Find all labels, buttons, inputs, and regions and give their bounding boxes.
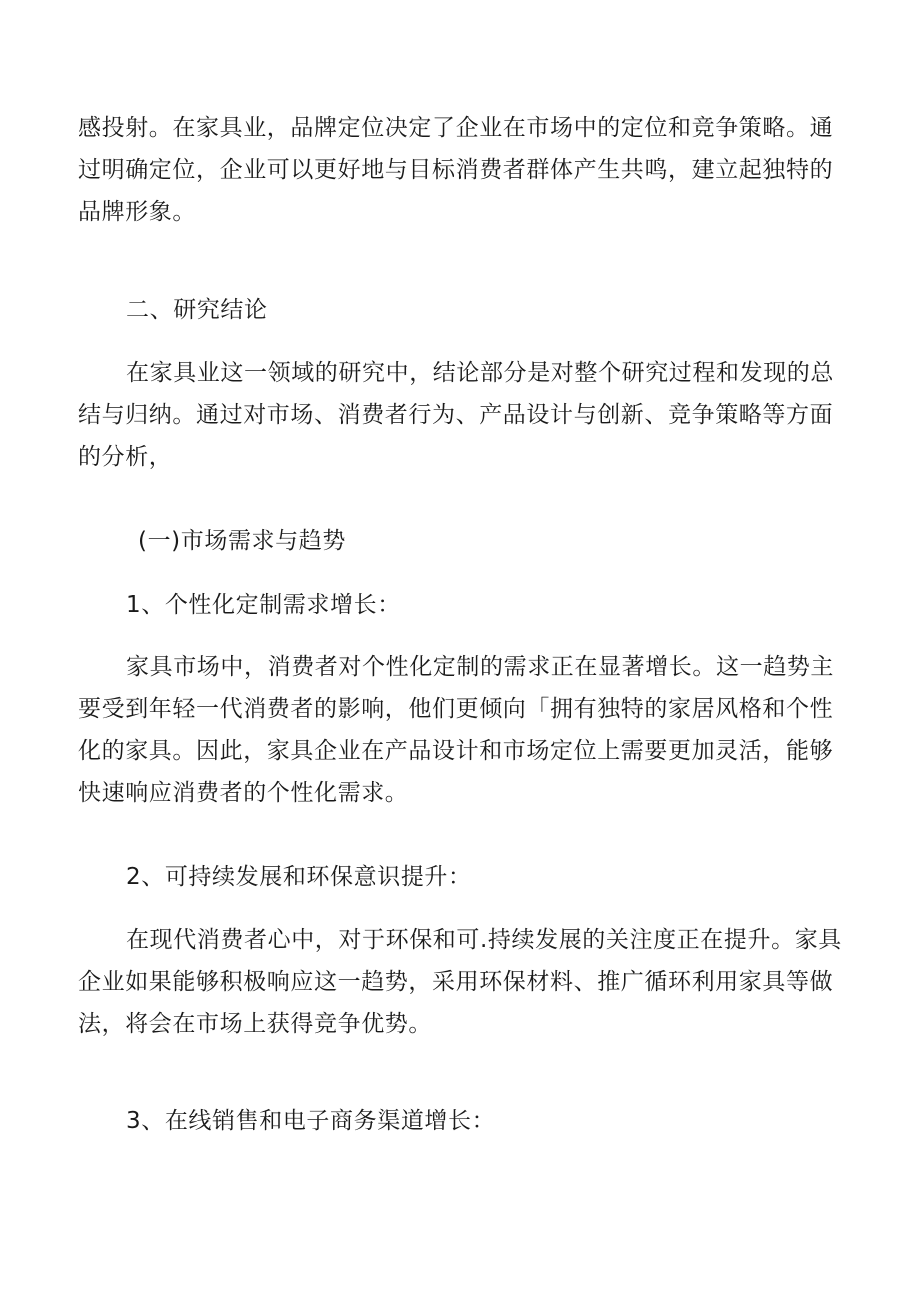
subsection-heading-market-demand: (一)市场需求与趋势	[138, 528, 346, 554]
item-heading-customization: 1、个性化定制需求增长：	[126, 592, 401, 618]
paragraph-sustainability: 在现代消费者心中，对于环保和可.持续发展的关注度正在提升。家具企业如果能够积极响应这一趋势，采用环保材料、推广循环利用家具等做法，将会在市场上获得竞争优势。	[78, 927, 842, 1037]
item-heading-sustainability: 2、可持续发展和环保意识提升：	[126, 864, 472, 890]
paragraph-brand-positioning: 感投射。在家具业，品牌定位决定了企业在市场中的定位和竞争策略。通过明确定位，企业可以更好地与目标消费者群体产生共鸣，建立起独特的品牌形象。	[78, 115, 834, 225]
item-heading-online-sales: 3、在线销售和电子商务渠道增长：	[126, 1108, 496, 1134]
paragraph-customization: 家具市场中，消费者对个性化定制的需求正在显著增长。这一趋势主要受到年轻一代消费者的影响，他们更倾向「拥有独特的家居风格和个性化的家具。因此，家具企业在产品设计和市场定位上需要更加灵活，能够快速响应消费者的个性化需求。	[78, 654, 834, 806]
section-heading-conclusion: 二、研究结论	[126, 297, 268, 323]
paragraph-conclusion-intro: 在家具业这一领域的研究中，结论部分是对整个研究过程和发现的总结与归纳。通过对市场、消费者行为、产品设计与创新、竞争策略等方面的分析，	[78, 360, 834, 470]
